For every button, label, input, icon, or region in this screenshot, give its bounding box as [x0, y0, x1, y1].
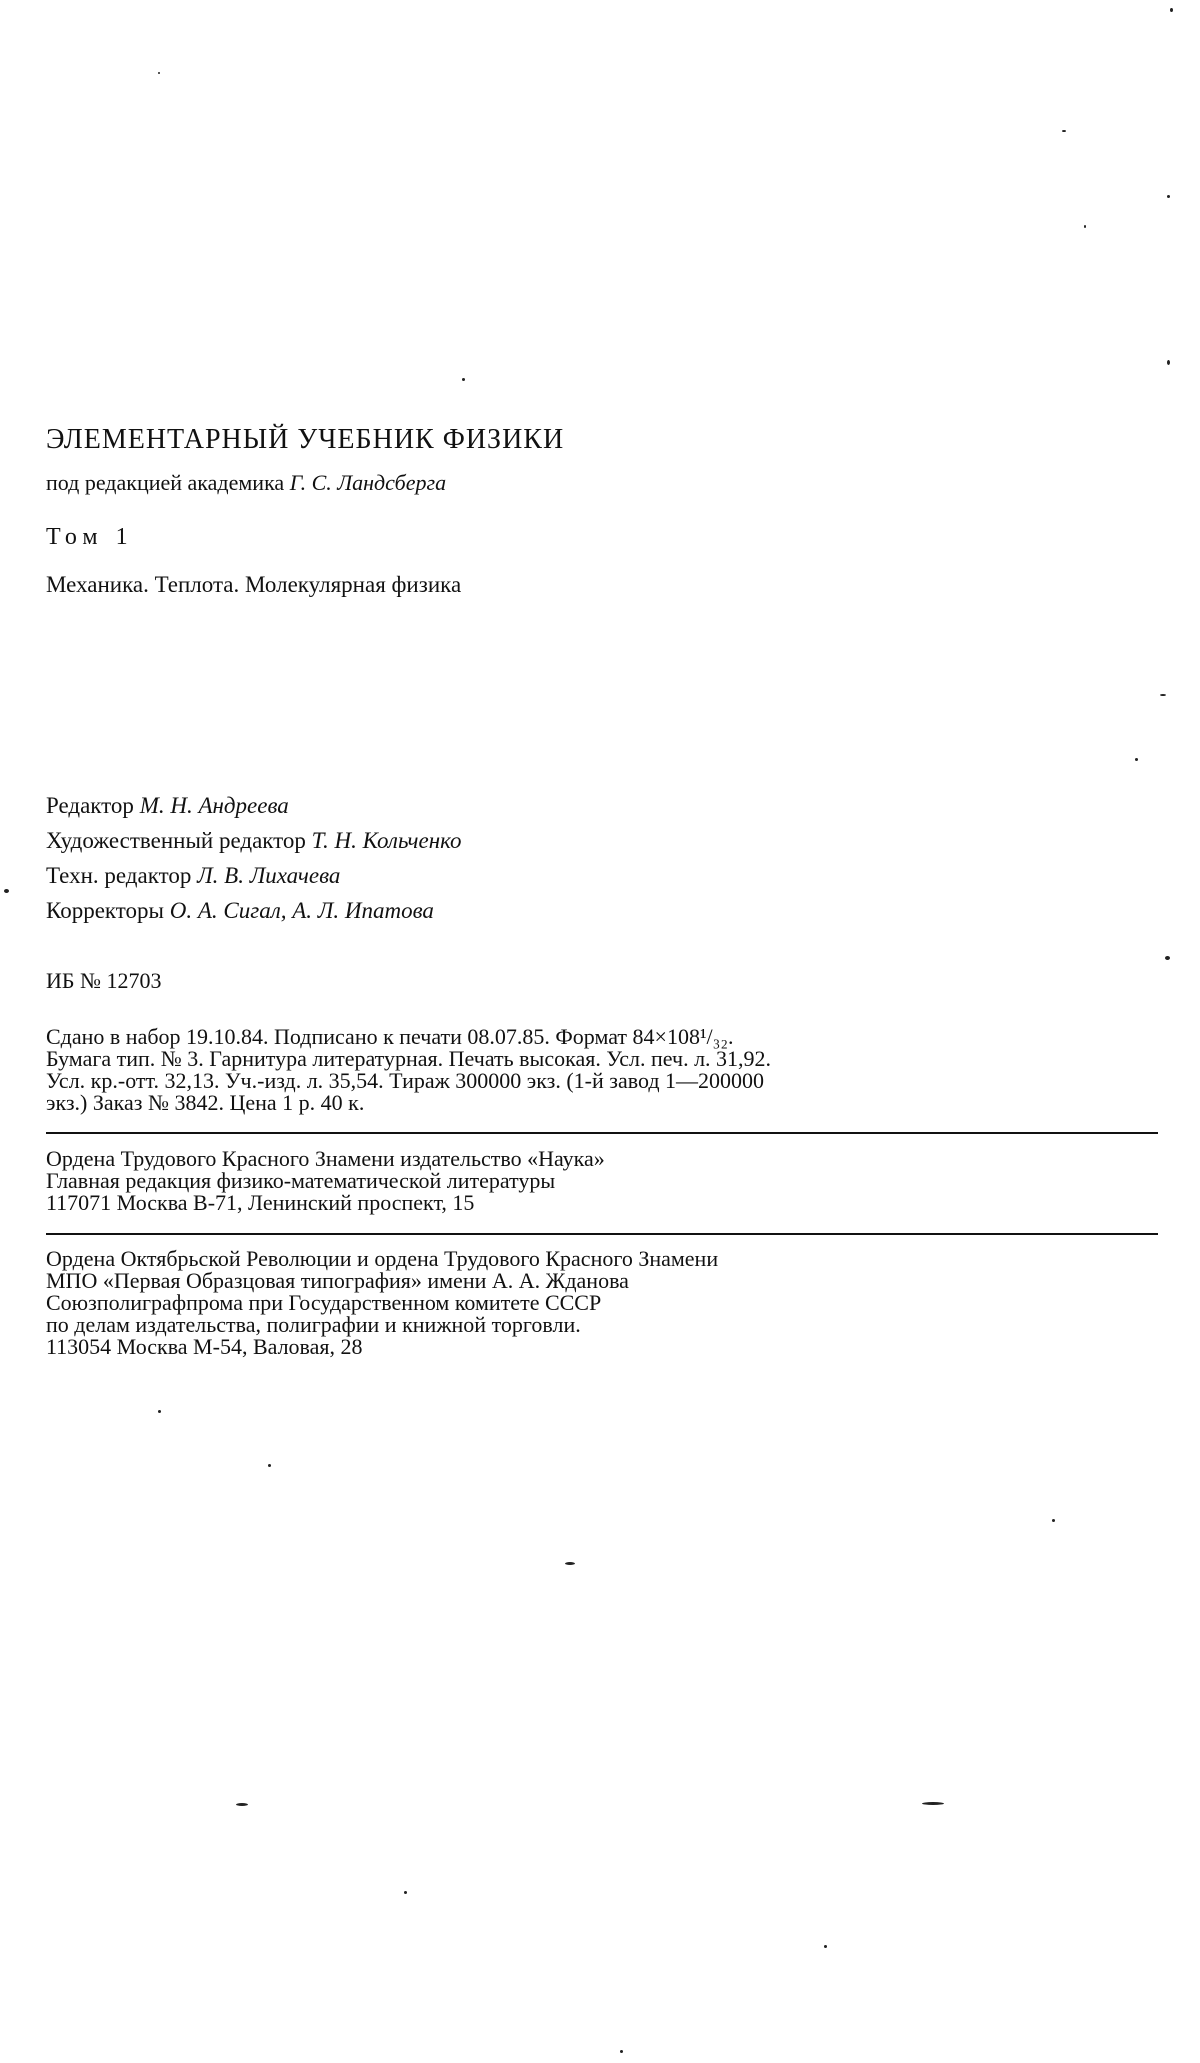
scan-speck — [1135, 758, 1138, 761]
scan-speck — [1170, 8, 1173, 12]
credit-art-editor — [46, 823, 462, 858]
publisher-line: 117071 Москва В-71, Ленинский проспект, 15 — [46, 1190, 475, 1215]
scan-speck — [1062, 130, 1066, 132]
scan-speck — [404, 1891, 407, 1894]
book-title: ЭЛЕМЕНТАРНЫЙ УЧЕБНИК ФИЗИКИ — [46, 424, 565, 455]
scan-speck — [1084, 225, 1086, 228]
scan-speck — [158, 72, 160, 74]
ib-number: ИБ № 12703 — [46, 968, 162, 993]
scan-speck — [922, 1802, 944, 1805]
publisher-line: Ордена Трудового Красного Знамени издательство «Наука» — [46, 1146, 605, 1171]
credit-tech-editor — [46, 858, 462, 893]
scan-speck — [1160, 694, 1166, 696]
scan-speck — [824, 1945, 827, 1948]
scan-speck — [565, 1562, 575, 1565]
credit-proofreaders — [46, 893, 462, 928]
scan-speck — [4, 889, 9, 893]
book-editor-line — [46, 470, 446, 496]
credit-name: Л. В. Лихачева — [197, 863, 341, 888]
credit-name: М. Н. Андреева — [139, 793, 289, 818]
editor-prefix: под редакцией академика — [46, 470, 290, 495]
print-info-line: Сдано в набор 19.10.84. Подписано к печати 08.07.85. Формат 84×108¹/₃₂. — [46, 1024, 734, 1049]
printer-line: Ордена Октябрьской Революции и ордена Трудового Красного Знамени — [46, 1246, 719, 1271]
print-info-line: экз.) Заказ № 3842. Цена 1 р. 40 к. — [46, 1090, 365, 1115]
scan-speck — [268, 1464, 271, 1467]
scan-speck — [1167, 360, 1170, 365]
credit-role: Художественный редактор — [46, 828, 312, 853]
scan-speck — [236, 1803, 248, 1806]
credit-role: Корректоры — [46, 898, 170, 923]
editor-name: Г. С. Ландсберга — [289, 470, 447, 495]
publisher-line: Главная редакция физико-математической литературы — [46, 1168, 556, 1193]
credit-name: О. А. Сигал, А. Л. Ипатова — [169, 898, 434, 923]
print-info-line: Усл. кр.-отт. 32,13. Уч.-изд. л. 35,54. Тираж 300000 экз. (1-й завод 1—200000 — [46, 1068, 765, 1093]
scan-speck — [1167, 195, 1170, 198]
credits-block — [46, 788, 462, 928]
scan-speck — [158, 1410, 161, 1413]
book-subtitle: Механика. Теплота. Молекулярная физика — [46, 572, 462, 597]
printer-block — [46, 1248, 718, 1358]
scan-speck — [1165, 956, 1170, 960]
publisher-block — [46, 1148, 605, 1214]
divider-rule — [46, 1233, 1158, 1235]
divider-rule — [46, 1132, 1158, 1134]
scan-speck — [1052, 1519, 1055, 1522]
print-info-block — [46, 1026, 1158, 1114]
print-info-line: Бумага тип. № 3. Гарнитура литературная. Печать высокая. Усл. печ. л. 31,92. — [46, 1046, 772, 1071]
printer-line: по делам издательства, полиграфии и книжной торговли. — [46, 1312, 581, 1337]
printer-line: Союзполиграфпрома при Государственном комитете СССР — [46, 1290, 602, 1315]
scan-speck — [620, 2050, 623, 2053]
credit-editor — [46, 788, 462, 823]
credit-role: Редактор — [46, 793, 140, 818]
credit-role: Техн. редактор — [46, 863, 198, 888]
printer-line: МПО «Первая Образцовая типография» имени А. А. Жданова — [46, 1268, 629, 1293]
printer-line: 113054 Москва М-54, Валовая, 28 — [46, 1334, 363, 1359]
scan-speck — [462, 378, 465, 381]
volume-label: Том 1 — [46, 524, 134, 550]
credit-name: Т. Н. Кольченко — [311, 828, 462, 853]
